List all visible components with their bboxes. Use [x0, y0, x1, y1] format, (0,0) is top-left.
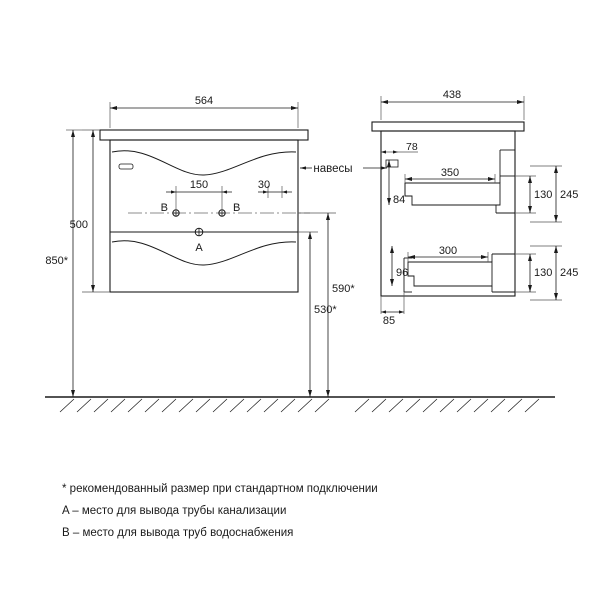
dim-label-84: 84: [393, 194, 406, 206]
label-marker-a-center: A: [195, 242, 203, 254]
legend-notes: [62, 478, 562, 544]
dim-label-130-top: 130: [534, 189, 553, 201]
front-upper-drawer-wave: [112, 151, 296, 175]
dim-label-850: 850*: [45, 255, 68, 267]
dim-label-590: 590*: [332, 283, 355, 295]
dim-label-85: 85: [382, 315, 396, 327]
legend-note-1: A – место для вывода трубы канализации: [62, 505, 287, 517]
dim-label-530: 530*: [314, 304, 337, 316]
label-marker-b-right: B: [233, 202, 241, 214]
legend-note-0: * рекомендованный размер при стандартном подключении: [62, 483, 378, 495]
dim-label-245-bottom: 245: [560, 267, 579, 279]
dim-arrow-78-left: [381, 150, 386, 153]
dim-label-96: 96: [396, 267, 409, 279]
floor-line-group: [45, 397, 555, 412]
dim-label-78: 78: [406, 141, 418, 153]
dim-arrow-150-left: [171, 190, 176, 193]
front-countertop: [100, 130, 308, 140]
side-hanger-bracket: [386, 160, 398, 167]
floor-hatching: [60, 399, 539, 412]
dim-label-438: 438: [442, 89, 462, 101]
legend-note-2: B – место для вывода труб водоснабжения: [62, 527, 294, 539]
dim-label-245-top: 245: [560, 189, 579, 201]
dim-label-150: 150: [189, 179, 209, 191]
label-marker-b-left: B: [160, 202, 168, 214]
dim-arrow-78-right: [393, 150, 398, 153]
callout-label-hangers: навесы: [313, 163, 353, 175]
dim-label-500: 500: [69, 219, 88, 231]
side-view-group: [372, 89, 578, 327]
hangers-callout-group: [300, 163, 387, 175]
dim-arrow-30-right: [282, 190, 287, 193]
dim-label-350: 350: [440, 167, 460, 179]
side-top-drawer-box: [405, 183, 500, 205]
front-cabinet-body: [110, 140, 298, 292]
front-lower-drawer-wave: [112, 241, 296, 265]
front-view-group: [45, 95, 355, 397]
side-countertop: [372, 122, 524, 131]
dim-arrow-85-left: [381, 310, 386, 313]
dim-label-564: 564: [194, 95, 214, 107]
dim-label-30: 30: [257, 179, 271, 191]
side-bottom-drawer-box: [408, 262, 492, 286]
dim-label-130-bottom: 130: [534, 267, 553, 279]
dim-label-300: 300: [438, 245, 458, 257]
front-handle-mark: [119, 164, 133, 169]
dim-arrow-85-right: [399, 310, 404, 313]
dim-arrow-150-right: [222, 190, 227, 193]
callout-arrow-left: [300, 166, 306, 169]
